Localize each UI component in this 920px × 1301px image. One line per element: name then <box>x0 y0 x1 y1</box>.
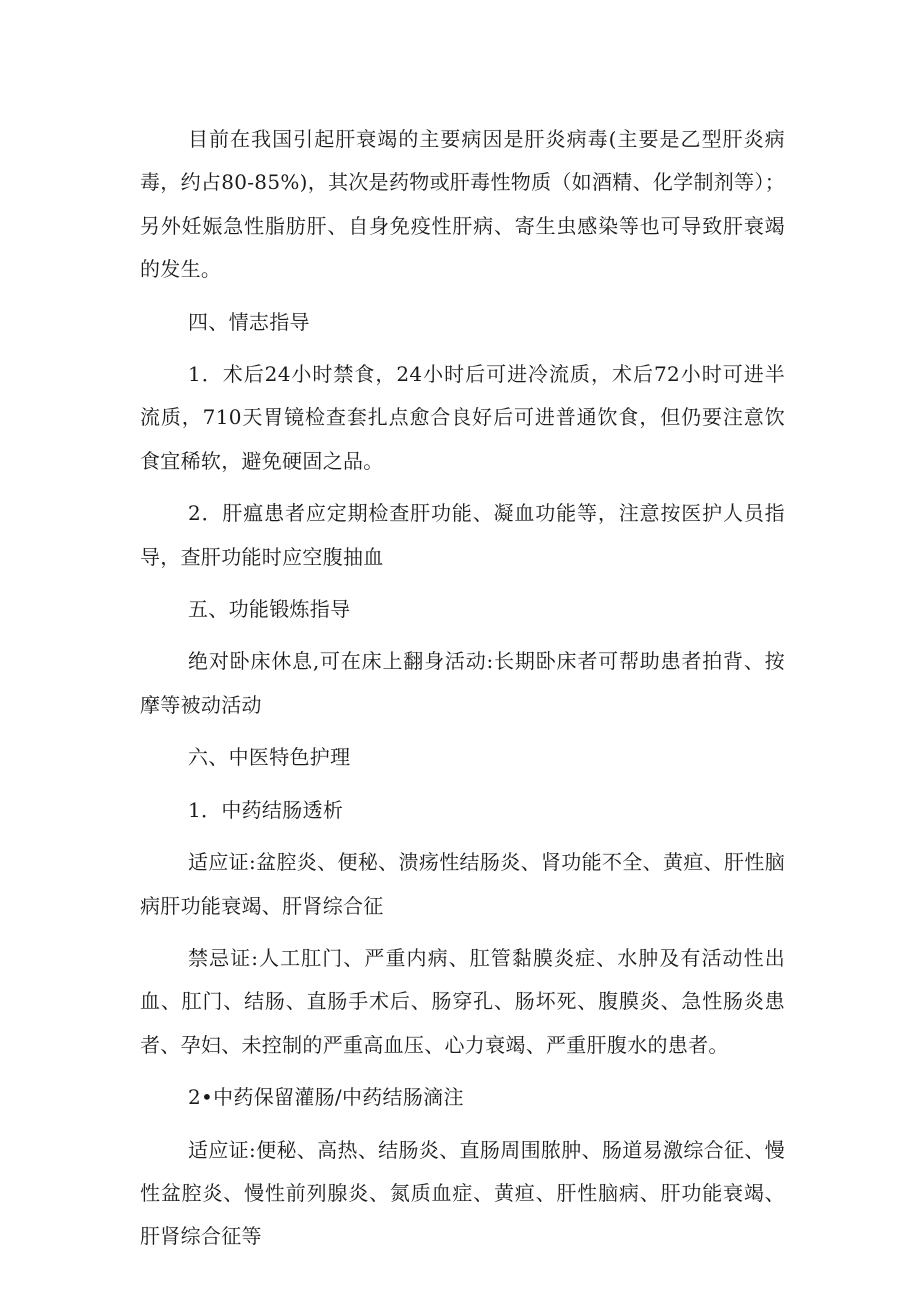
heading-tcm-nursing: 六、中医特色护理 <box>188 745 351 770</box>
paragraph-liver-failure-causes: 目前在我国引起肝衰竭的主要病因是肝炎病毒(主要是乙型肝炎病毒，约占80-85%)，其次是药物或肝毒性物质（如酒精、化学制剂等）；另外妊娠急性脂肪肝、自身免疫性肝病、寄生虫感染等也可导致肝衰竭的发生。 <box>140 127 785 282</box>
heading-emotional-guidance: 四、情志指导 <box>188 309 310 334</box>
paragraph-regular-liver-check: 2．肝瘟患者应定期检查肝功能、凝血功能等，注意按医护人员指导，查肝功能时应空腹抽血 <box>140 501 785 569</box>
paragraph-enema-indications: 适应证:便秘、高热、结肠炎、直肠周围脓肿、肠道易激综合征、慢性盆腔炎、慢性前列腺炎、氮质血症、黄疸、肝性脑病、肝功能衰竭、肝肾综合征等 <box>140 1137 785 1249</box>
paragraph-diet-after-surgery: 1．术后24小时禁食，24小时后可进冷流质，术后72小时可进半流质，710天胃镜检查套扎点愈合良好后可进普通饮食，但仍要注意饮食宜稀软，避免硬固之品。 <box>140 362 785 473</box>
document-body <box>140 118 785 1259</box>
paragraph-dialysis-contraindications: 禁忌证:人工肛门、严重内病、肛管黏膜炎症、水肿及有活动性出血、肛门、结肠、直肠手术后、肠穿孔、肠坏死、腹膜炎、急性肠炎患者、孕妇、未控制的严重高血压、心力衰竭、严重肝腹水的患者。 <box>140 945 785 1057</box>
paragraph-dialysis-indications: 适应证:盆腔炎、便秘、溃疡性结肠炎、肾功能不全、黄疸、肝性脑病肝功能衰竭、肝肾综合征 <box>140 850 785 918</box>
heading-exercise-guidance: 五、功能锻炼指导 <box>188 597 351 622</box>
heading-retention-enema: 2•中药保留灌肠/中药结肠滴注 <box>188 1085 464 1110</box>
heading-colon-dialysis: 1．中药结肠透析 <box>188 797 344 822</box>
paragraph-bed-rest: 绝对卧床休息,可在床上翻身活动:长期卧床者可帮助患者拍背、按摩等被动活动 <box>140 649 785 717</box>
